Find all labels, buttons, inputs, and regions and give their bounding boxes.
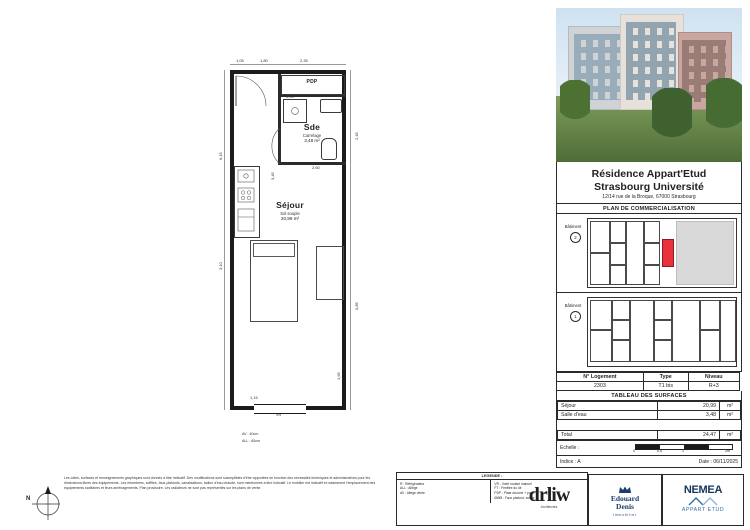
- legend-item: ØØØ : Faux plafond, soffite: [494, 496, 535, 501]
- room-floor-sejour: Sol souple: [280, 210, 300, 216]
- surface-name-2: Total: [558, 431, 658, 440]
- lot-header-2: Niveau: [688, 373, 739, 382]
- surface-unit-0: m²: [720, 402, 741, 411]
- band-surfaces: TABLEAU DES SURFACES: [556, 391, 742, 401]
- band-commercialisation: PLAN DE COMMERCIALISATION: [556, 204, 742, 214]
- mini-plan-number-2: 1: [570, 311, 581, 322]
- room-label-sejour: [262, 200, 318, 222]
- label-av: AV : 40cm: [242, 432, 259, 436]
- promoter-name-line2: Denis: [616, 502, 634, 512]
- surface-row-empty: [558, 420, 741, 431]
- promoter-logo-box: [588, 474, 662, 526]
- dim-11: 1,95: [336, 372, 341, 380]
- room-name-pdp: PDP: [306, 79, 318, 85]
- mini-plan-number-1: 2: [570, 232, 581, 243]
- legend-item: PDP : Plate-douche + porte: [494, 491, 535, 496]
- scale-bar-box: [556, 441, 742, 456]
- residence-address: 12/14 rue de la Broque, 67000 Strasbourg: [602, 194, 696, 201]
- lot-header-0: N° Logement: [557, 373, 644, 382]
- mini-plan-label-2: Bâtiment: [564, 303, 582, 309]
- room-name-sejour: Séjour: [276, 200, 304, 210]
- highlighted-unit: [662, 239, 674, 267]
- legend-title: LEGENDE :: [397, 473, 587, 480]
- fridge-icon: [237, 208, 255, 232]
- scale-bar: [635, 444, 733, 450]
- lot-table-header-row: [557, 373, 740, 382]
- sink-icon: [237, 169, 255, 183]
- scale-tick-0: 0: [633, 449, 635, 454]
- wall-right: [342, 70, 346, 410]
- building-photo: [556, 8, 742, 162]
- disclaimer-notes: Les côtes, surfaces et renseignements graphiques sont donnés à titre indicatif. Des modifications sont susceptibles d'être apportées en fonction des nécessités techniques et administratives pour les dimensions libres des équipements. Les retombées, soffites, faux-plafonds, canalisations, ballon d'eau chaude, sont mentionnés à titre indicatif. Le mobilier est indicatif et notamment l'emplacement des équipements sanitaires et leurs aménagements. Plan provisoire. Les radiateurs ne sont pas représentés sur les plans de vente.: [64, 476, 376, 491]
- architect-role: Architectes: [540, 505, 558, 509]
- room-name-sde: Sde: [303, 122, 321, 132]
- lot-value-2: R+3: [688, 382, 739, 391]
- surface-row: [558, 411, 741, 420]
- lot-header-1: Type: [643, 373, 688, 382]
- dim-line-top: [230, 64, 346, 65]
- scale-label: Echelle :: [560, 445, 580, 452]
- indice-label: Indice : A: [560, 458, 581, 465]
- washbasin: [320, 99, 342, 113]
- mini-plan-label-1: Bâtiment: [564, 224, 582, 230]
- wardrobe: [316, 246, 344, 300]
- architect-logo: [516, 484, 582, 509]
- residence-title-box: [556, 162, 742, 204]
- floor-plan: [190, 50, 550, 470]
- door-swing-entry: [234, 74, 268, 108]
- dim-line-right: [350, 70, 351, 410]
- dim-5: 3,10: [218, 262, 223, 270]
- lot-table: [556, 372, 740, 391]
- north-label: N: [26, 496, 31, 502]
- dim-9: 0,85: [354, 302, 359, 310]
- legend-item: VR : Volet roulant manuel: [494, 481, 532, 486]
- roof-icon: [688, 497, 718, 506]
- operator-logo-box: [662, 474, 744, 526]
- surface-row: [558, 402, 741, 411]
- mini-plan-outline-1: [587, 218, 737, 288]
- surface-name-0: Séjour: [558, 402, 658, 411]
- surfaces-table: [556, 401, 742, 441]
- label-vr: VR: [276, 413, 282, 417]
- dim-8: 2,45: [354, 132, 359, 140]
- dim-1: 1,80: [260, 58, 268, 63]
- dim-2: 2,35: [300, 58, 308, 63]
- indice-box: [556, 456, 742, 468]
- plan-date: Date : 06/11/2025: [698, 458, 738, 465]
- dim-4: 2,60: [312, 165, 320, 170]
- crown-icon: [618, 486, 632, 494]
- dim-7: 6,15: [218, 152, 223, 160]
- surface-row-total: [558, 431, 741, 440]
- surface-name-1: Salle d'eau: [558, 411, 658, 420]
- room-label-sde: [290, 122, 334, 144]
- dim-line-left: [224, 70, 225, 410]
- surface-unit-2: m²: [720, 431, 741, 440]
- legend-item: ALL : Allège: [400, 486, 418, 491]
- lot-value-0: 2303: [557, 382, 644, 391]
- info-panel: [556, 8, 742, 468]
- surface-value-1: 3,48: [658, 411, 720, 420]
- mini-plan-batiment-2: [556, 214, 742, 293]
- bed-pillow: [253, 243, 295, 257]
- scale-tick-3: 2m: [725, 449, 730, 454]
- scale-tick-1: 0,5: [657, 449, 662, 454]
- promoter-suffix: Immobilier: [613, 512, 637, 517]
- mini-plan-batiment-1: [556, 293, 742, 372]
- wall-left: [230, 70, 234, 410]
- shower-drain-icon: [289, 105, 301, 117]
- dim-3: 0,90: [286, 94, 294, 99]
- mini-plan-outline-2: [587, 297, 737, 367]
- architect-name: drliw: [528, 484, 570, 506]
- residence-name-line1: Résidence Appart'Etud: [591, 168, 707, 180]
- surface-value-2: 24,47: [658, 431, 720, 440]
- operator-name: NEMEA: [683, 484, 723, 496]
- room-floor-sde: Carrelage: [302, 132, 322, 138]
- promoter-name-line1: Edouard: [610, 494, 640, 503]
- residence-name-line2: Strasbourg Université: [594, 180, 704, 193]
- dim-6: 1,15: [250, 395, 258, 400]
- footer: [0, 468, 750, 530]
- surface-value-0: 20,99: [658, 402, 720, 411]
- room-area-sejour: 20,99 m²: [280, 215, 300, 221]
- hob-icon: [237, 187, 255, 203]
- surface-unit-1: m²: [720, 411, 741, 420]
- legend-item: R : Réfrigérateur: [400, 481, 425, 486]
- legend-item: AV : Allège vitrée: [400, 491, 425, 496]
- lot-table-value-row: [557, 382, 740, 391]
- legend-item: FT : Fenêtre du lot: [494, 486, 522, 491]
- dim-10: 3,45: [270, 172, 275, 180]
- room-label-pdp: [291, 79, 333, 85]
- label-all: ALL : 60cm: [242, 439, 261, 443]
- north-arrow: [26, 482, 60, 522]
- lot-value-1: T1 bis: [643, 382, 688, 391]
- legend-column-left: [397, 480, 491, 503]
- scale-tick-2: 1: [682, 449, 684, 454]
- dim-0: 1,05: [236, 58, 244, 63]
- room-area-sde: 3,48 m²: [304, 137, 320, 143]
- operator-tag: APPART ETUD: [681, 507, 725, 513]
